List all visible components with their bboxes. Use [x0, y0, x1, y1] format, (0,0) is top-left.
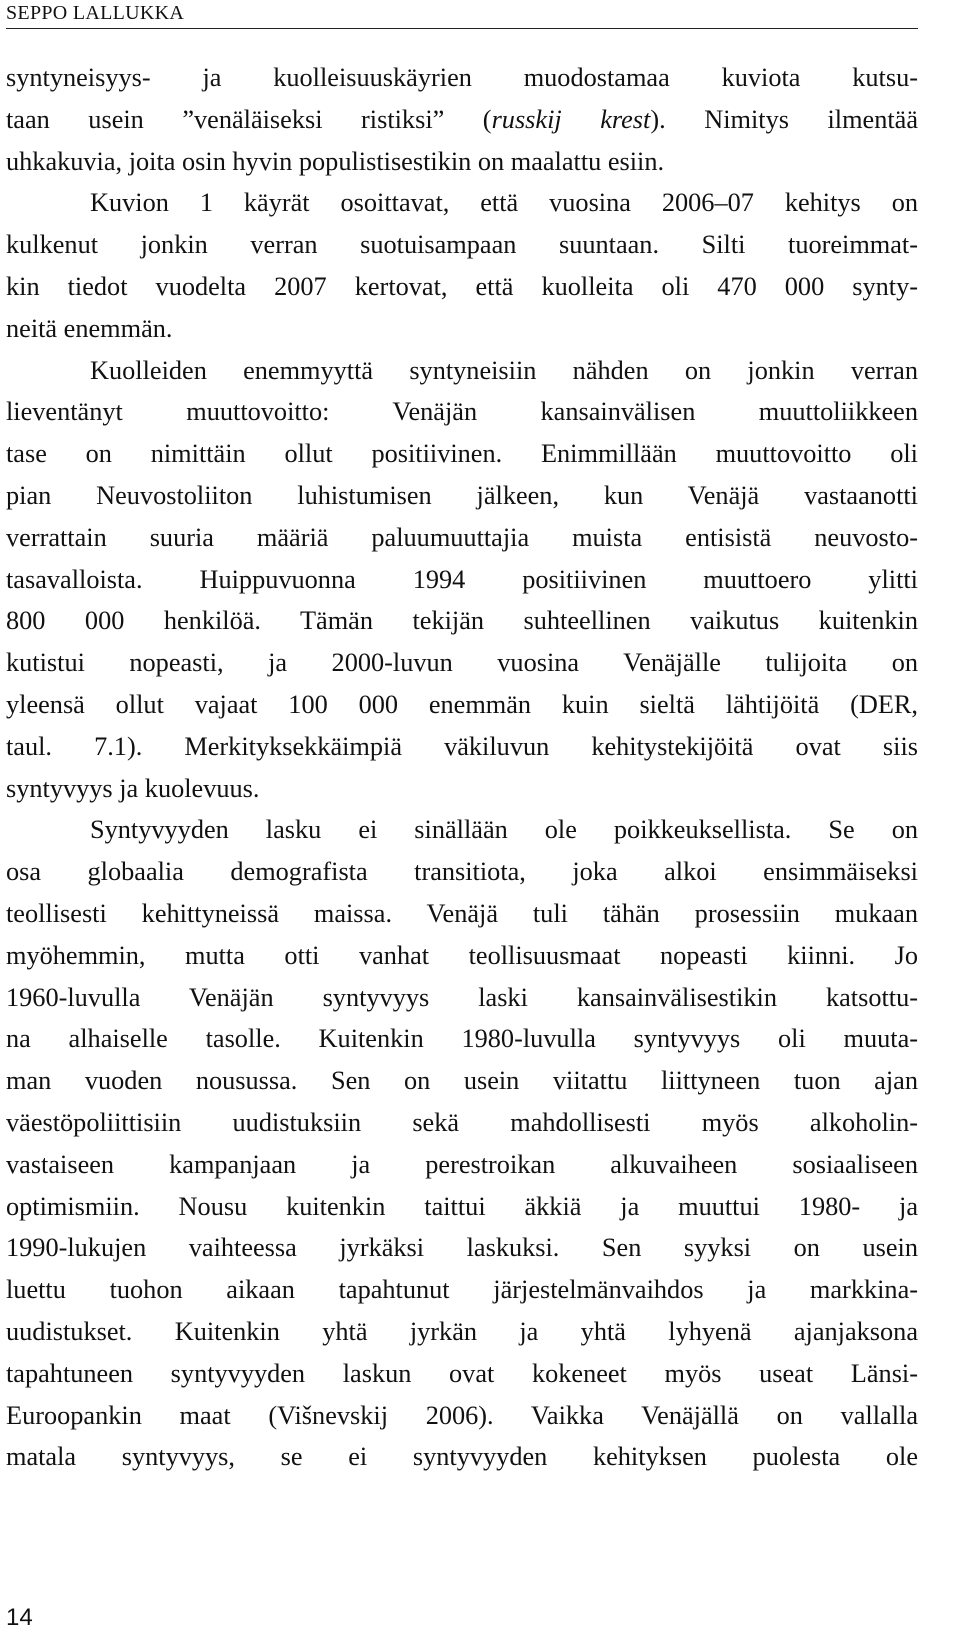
text-line: kulkenut jonkin verran suotuisampaan suuntaan. Silti tuoreimmat- [6, 230, 918, 260]
text-line: tase on nimittäin ollut positiivinen. Enimmillään muuttovoitto oli [6, 439, 918, 469]
text-line: Euroopankin maat (Višnevskij 2006). Vaikka Venäjällä on vallalla [6, 1400, 918, 1430]
text-line: neitä enemmän. [6, 313, 173, 343]
header-rule [6, 28, 918, 29]
text-line: taul. 7.1). Merkityksekkäimpiä väkiluvun kehitystekijöitä ovat siis [6, 731, 918, 761]
text-line: myöhemmin, mutta otti vanhat teollisuusmaat nopeasti kiinni. Jo [6, 940, 918, 970]
text-line: yleensä ollut vajaat 100 000 enemmän kuin sieltä lähtijöitä (DER, [6, 689, 918, 719]
text-line [6, 99, 918, 141]
text-line: Syntyvyyden lasku ei sinällään ole poikkeuksellista. Se on [90, 815, 918, 845]
page-number: 14 [6, 1604, 33, 1631]
text-line: kutistui nopeasti, ja 2000-luvun vuosina Venäjälle tulijoita on [6, 648, 918, 678]
text-line: verrattain suuria määriä paluumuuttajia muista entisistä neuvosto- [6, 522, 918, 552]
text-fragment: ). Nimitys ilmentää [650, 104, 918, 134]
text-line: väestöpoliittisiin uudistuksiin sekä mahdollisesti myös alkoholin- [6, 1107, 918, 1137]
text-line: uhkakuvia, joita osin hyvin populistisestikin on maalattu esiin. [6, 146, 665, 176]
text-line: 800 000 henkilöä. Tämän tekijän suhteellinen vaikutus kuitenkin [6, 606, 918, 636]
text-line: vastaiseen kampanjaan ja perestroikan alkuvaiheen sosiaaliseen [6, 1149, 918, 1179]
text-line: 1960-luvulla Venäjän syntyvyys laski kansainvälisestikin katsottu- [6, 982, 918, 1012]
text-line: syntyneisyys- ja kuolleisuuskäyrien muodostamaa kuviota kutsu- [6, 63, 918, 92]
text-line: osa globaalia demografista transitiota, joka alkoi ensimmäiseksi [6, 857, 918, 887]
text-line: luettu tuohon aikaan tapahtunut järjestelmänvaihdos ja markkina- [6, 1275, 918, 1305]
text-line: tapahtuneen syntyvyyden laskun ovat kokeneet myös useat Länsi- [6, 1358, 918, 1388]
text-line: Kuvion 1 käyrät osoittavat, että vuosina 2006–07 kehitys on [90, 188, 918, 218]
text-line: uudistukset. Kuitenkin yhtä jyrkän ja yhtä lyhyenä ajanjaksona [6, 1316, 918, 1346]
text-line: optimismiin. Nousu kuitenkin taittui äkkiä ja muuttui 1980- ja [6, 1191, 918, 1221]
body-text [6, 57, 918, 1478]
text-line: na alhaiselle tasolle. Kuitenkin 1980-luvulla syntyvyys oli muuta- [6, 1024, 918, 1054]
italic-term: russkij krest [491, 104, 651, 134]
text-fragment: taan usein ”venäläiseksi ristiksi” ( [6, 104, 492, 134]
text-line: man vuoden nousussa. Sen on usein viitattu liittyneen tuon ajan [6, 1066, 918, 1096]
running-header: SEPPO LALLUKKA [6, 2, 185, 24]
text-line: pian Neuvostoliiton luhistumisen jälkeen, kun Venäjä vastaanotti [6, 480, 918, 510]
text-line: tasavalloista. Huippuvuonna 1994 positiivinen muuttoero ylitti [6, 564, 918, 594]
text-line: syntyvyys ja kuolevuus. [6, 773, 260, 803]
text-line: lieventänyt muuttovoitto: Venäjän kansainvälisen muuttoliikkeen [6, 397, 918, 427]
text-line: matala syntyvyys, se ei syntyvyyden kehityksen puolesta ole [6, 1442, 918, 1472]
text-line: 1990-lukujen vaihteessa jyrkäksi laskuksi. Sen syyksi on usein [6, 1233, 918, 1263]
text-line: teollisesti kehittyneissä maissa. Venäjä tuli tähän prosessiin mukaan [6, 898, 918, 928]
text-line: Kuolleiden enemmyyttä syntyneisiin nähden on jonkin verran [90, 355, 918, 385]
text-line: kin tiedot vuodelta 2007 kertovat, että kuolleita oli 470 000 synty- [6, 271, 918, 301]
